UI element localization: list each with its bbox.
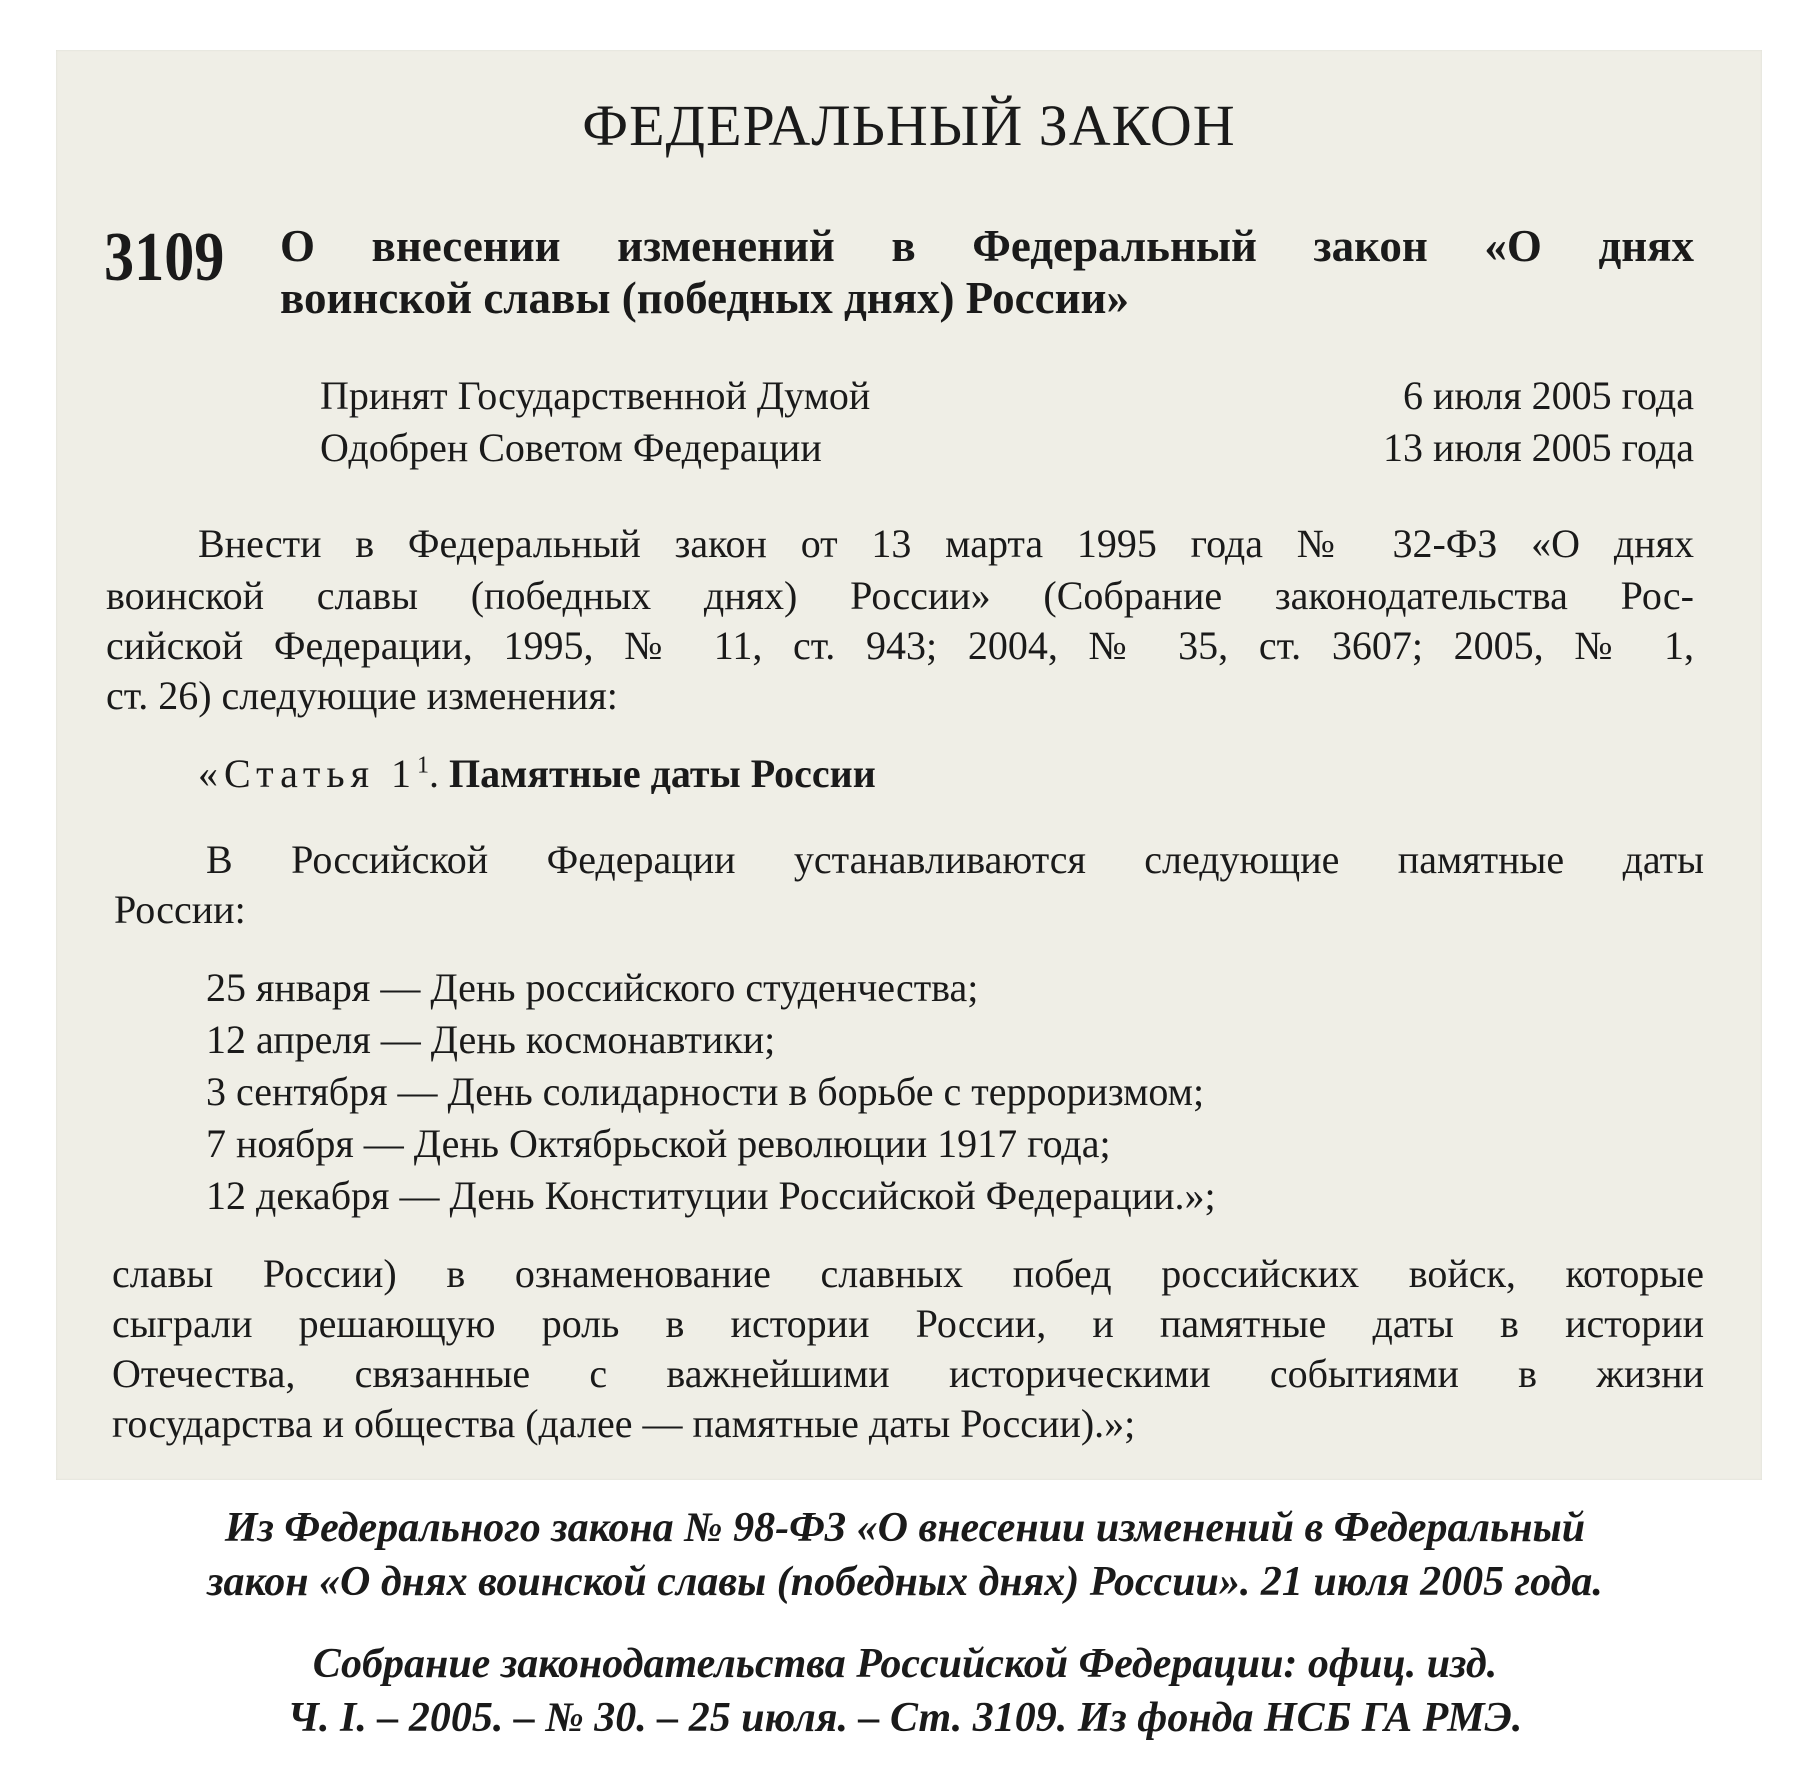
law-title-line: воинской славы (победных днях) России» xyxy=(280,273,1129,323)
memorial-date-item: 7 ноября — День Октябрьской революции 1917 года; xyxy=(206,1121,1111,1166)
memorial-date-item: 12 декабря — День Конституции Российской Федерации.»; xyxy=(206,1173,1216,1218)
tail-text-line: Отечества, связанные с важнейшими историческими событиями в жизни xyxy=(112,1351,1704,1396)
law-title-line: О внесении изменений в Федеральный закон «О днях xyxy=(280,221,1694,271)
tail-text-line: славы России) в ознаменование славных побед российских войск, которые xyxy=(112,1251,1704,1296)
establish-text-line: В Российской Федерации устанавливаются следующие памятные даты xyxy=(206,837,1704,882)
intro-text-line: воинской славы (победных днях) России» (Собрание законодательства Рос- xyxy=(106,573,1694,618)
tail-text-line: государства и общества (далее — памятные даты России).»; xyxy=(112,1401,1136,1446)
intro-text-line: Внести в Федеральный закон от 13 марта 1995 года № 32-ФЗ «О днях xyxy=(198,521,1694,566)
article-superscript: 1 xyxy=(416,752,429,779)
intro-text-line: ст. 26) следующие изменения: xyxy=(106,673,618,718)
tail-text-line: сыграли решающую роль в истории России, и памятные даты в истории xyxy=(112,1301,1704,1346)
article-heading: Памятные даты России xyxy=(448,751,876,796)
adoption-row-council xyxy=(320,424,1694,471)
memorial-date-item: 25 января — День российского студенчества; xyxy=(206,965,979,1010)
adoption-date: 6 июля 2005 года xyxy=(1402,373,1694,418)
adoption-label: Принят Государственной Думой xyxy=(320,373,871,418)
article-prefix: «Статья 1 xyxy=(198,751,417,796)
article-title xyxy=(198,750,876,797)
adoption-row-duma xyxy=(320,372,1694,419)
scanned-document-page xyxy=(56,50,1762,1480)
caption-line: Собрание законодательства Российской Федерации: офиц. изд. xyxy=(312,1641,1498,1687)
establish-text-line: России: xyxy=(114,887,246,932)
article-suffix: . xyxy=(428,751,439,796)
adoption-date: 13 июля 2005 года xyxy=(1382,425,1694,470)
caption-line: Ч. I. – 2005. – № 30. – 25 июля. – Ст. 3109. Из фонда НСБ ГА РМЭ. xyxy=(287,1695,1523,1741)
caption-line: Из Федерального закона № 98-ФЗ «О внесении изменений в Федеральный xyxy=(224,1505,1586,1551)
caption-line: закон «О днях воинской славы (победных днях) России». 21 июля 2005 года. xyxy=(207,1559,1603,1605)
memorial-date-item: 12 апреля — День космонавтики; xyxy=(206,1017,776,1062)
document-heading: ФЕДЕРАЛЬНЫЙ ЗАКОН xyxy=(582,93,1236,158)
memorial-date-item: 3 сентября — День солидарности в борьбе с терроризмом; xyxy=(206,1069,1205,1114)
law-number: 3109 xyxy=(104,219,225,296)
intro-text-line: сийской Федерации, 1995, № 11, ст. 943; 2004, № 35, ст. 3607; 2005, № 1, xyxy=(106,623,1694,668)
adoption-label: Одобрен Советом Федерации xyxy=(320,425,822,470)
